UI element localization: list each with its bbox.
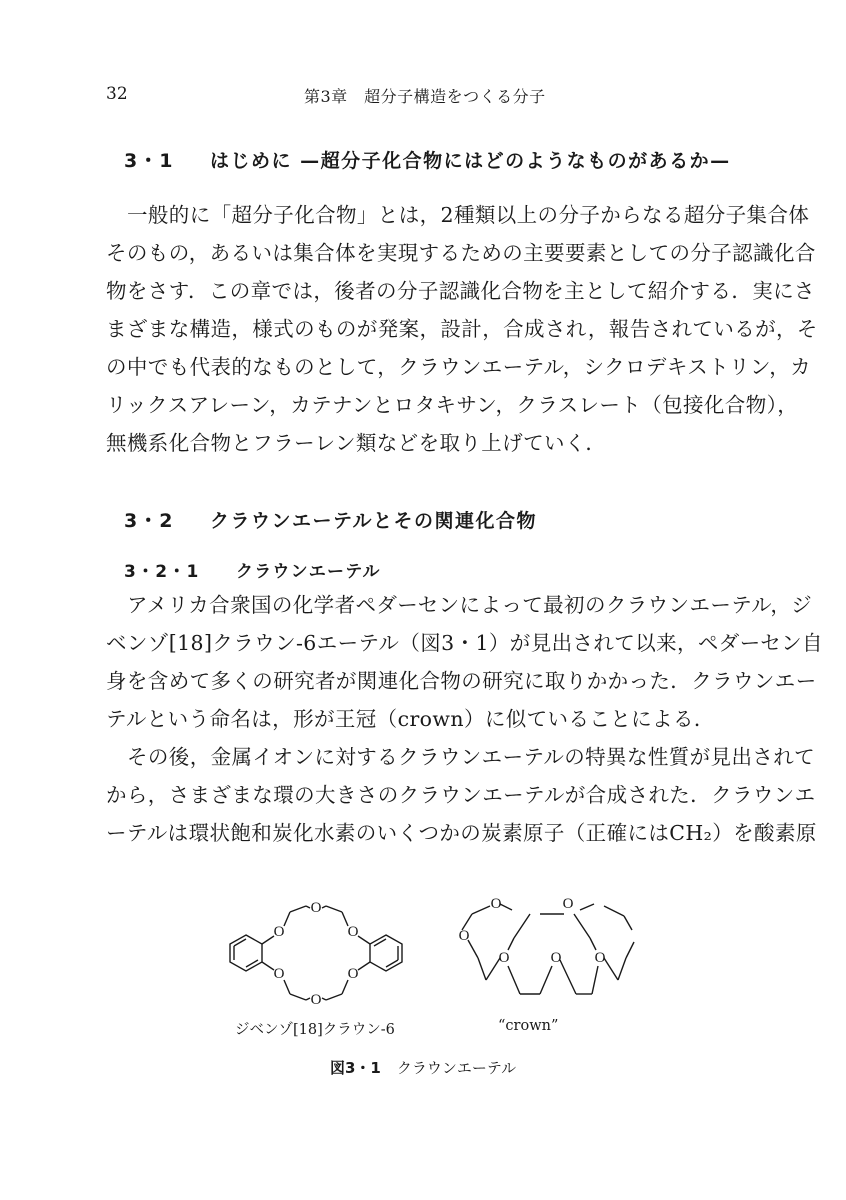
oxygen-atom-label: O bbox=[273, 924, 285, 940]
figure-caption bbox=[330, 1057, 516, 1078]
text-line: 無機系化合物とフラーレン類などを取り上げていく． bbox=[106, 431, 607, 455]
section-number: 3・2 bbox=[124, 510, 174, 532]
oxygen-atom-label: O bbox=[458, 928, 470, 944]
text-line: ベンゾ[18]クラウン-6エーテル（図3・1）が見出されて以来，ペダーセン自 bbox=[106, 631, 823, 655]
running-head: 第3章 超分子構造をつくる分子 bbox=[304, 87, 546, 106]
figure-number: 図3・1 bbox=[330, 1059, 381, 1077]
text-line: リックスアレーン，カテナンとロタキサン，クラスレート（包接化合物）， bbox=[106, 393, 799, 417]
oxygen-atom-label: O bbox=[310, 992, 322, 1008]
oxygen-atom-label: O bbox=[490, 896, 502, 912]
benzene-ring-left bbox=[230, 935, 262, 971]
text-line: その後，金属イオンに対するクラウンエーテルの特異な性質が見出されて bbox=[127, 745, 816, 769]
text-line: の中でも代表的なものとして，クラウンエーテル，シクロデキストリン，カ bbox=[106, 355, 812, 379]
text-line: まざまな構造，様式のものが発案，設計，合成され，報告されているが，そ bbox=[106, 317, 818, 341]
oxygen-atom-label: O bbox=[550, 950, 562, 966]
text-line: アメリカ合衆国の化学者ペダーセンによって最初のクラウンエーテル，ジ bbox=[127, 593, 813, 617]
section-number: 3・1 bbox=[124, 150, 174, 172]
figure-3-1 bbox=[200, 880, 640, 1080]
crown-ether-structures bbox=[200, 880, 640, 1020]
benzene-ring-right bbox=[370, 935, 402, 971]
oxygen-atom-label: O bbox=[594, 950, 606, 966]
crown-label: “crown” bbox=[498, 1018, 559, 1034]
section-3-1-heading bbox=[124, 146, 731, 173]
section-3-2-heading bbox=[124, 506, 537, 533]
subsection-number: 3・2・1 bbox=[124, 562, 200, 582]
crown-ether-paragraph-2 bbox=[106, 738, 817, 852]
section-title: はじめに —超分子化合物にはどのようなものがあるか— bbox=[210, 150, 731, 172]
text-line: そのもの，あるいは集合体を実現するための主要要素としての分子認識化合 bbox=[106, 241, 816, 265]
page-header bbox=[106, 84, 746, 108]
text-line: 物をさす．この章では，後者の分子認識化合物を主として紹介する．実にさ bbox=[106, 279, 815, 303]
section-title: クラウンエーテルとその関連化合物 bbox=[210, 510, 538, 532]
oxygen-atom-label: O bbox=[310, 900, 322, 916]
dibenzo-crown-label: ジベンゾ[18]クラウン-6 bbox=[235, 1022, 395, 1038]
oxygen-atom-label: O bbox=[498, 950, 510, 966]
text-line: テルという命名は，形が王冠（crown）に似ていることによる． bbox=[106, 707, 715, 731]
text-line: から，さまざまな環の大きさのクラウンエーテルが合成された．クラウンエ bbox=[106, 783, 816, 807]
text-line: 身を含めて多くの研究者が関連化合物の研究に取りかかった．クラウンエー bbox=[106, 669, 817, 693]
subsection-title: クラウンエーテル bbox=[236, 562, 381, 582]
text-line: ーテルは環状飽和炭化水素のいくつかの炭素原子（正確にはCH₂）を酸素原 bbox=[106, 821, 817, 845]
figure-caption-text: クラウンエーテル bbox=[396, 1059, 517, 1077]
oxygen-atom-label: O bbox=[347, 966, 359, 982]
page-number: 32 bbox=[106, 84, 128, 104]
oxygen-atom-label: O bbox=[347, 924, 359, 940]
intro-paragraph bbox=[106, 196, 818, 462]
crown-ether-paragraph-1 bbox=[106, 586, 823, 738]
text-line: 一般的に「超分子化合物」とは，2種類以上の分子からなる超分子集合体 bbox=[127, 203, 810, 227]
oxygen-atom-label: O bbox=[562, 896, 574, 912]
oxygen-atom-label: O bbox=[273, 966, 285, 982]
subsection-3-2-1-heading bbox=[124, 557, 381, 582]
